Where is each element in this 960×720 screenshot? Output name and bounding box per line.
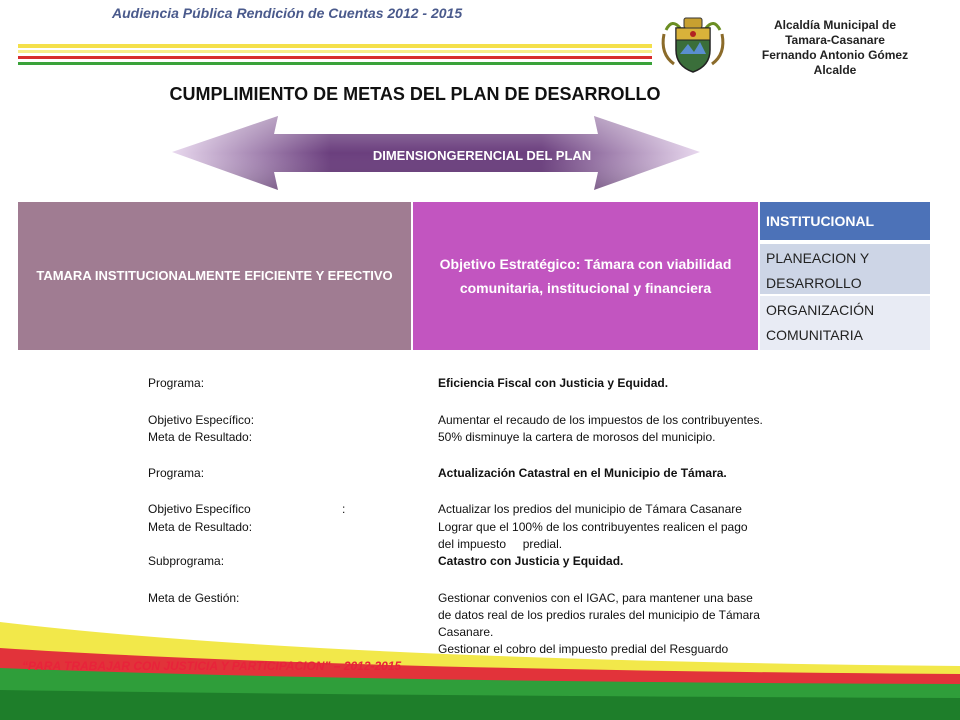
gestion-label: Meta de Gestión:	[148, 591, 240, 605]
meta-2-value-line-2: del impuesto predial.	[438, 537, 563, 551]
org-line-4: Alcalde	[813, 63, 857, 77]
objetivo-2-value: Actualizar los predios del municipio de Támara Casanare	[438, 502, 742, 516]
header-stripe-red	[18, 56, 652, 59]
sector-planeacion	[760, 242, 930, 294]
org-line-2: Tamara-Casanare	[785, 33, 885, 47]
dimension-cell	[18, 202, 411, 350]
sector-organizacion	[760, 296, 930, 350]
double-arrow-banner	[168, 108, 708, 198]
municipal-crest-icon	[658, 14, 728, 76]
sector-label-1: INSTITUCIONAL	[766, 212, 875, 229]
meta-1-value: 50% disminuye la cartera de morosos del municipio.	[438, 430, 716, 444]
footer-slogan: “PARA TRABAJAR CON JUSTICIA Y PARTICIPACION” – 2012-2015	[22, 659, 402, 673]
dimension-text: TAMARA INSTITUCIONALMENTE EFICIENTE Y EFECTIVO	[36, 268, 393, 283]
objetivo-2-colon: :	[342, 502, 346, 516]
header-stripe-yellow	[18, 44, 652, 48]
page-title: CUMPLIMIENTO DE METAS DEL PLAN DE DESARROLLO	[169, 84, 661, 104]
programa-2-value: Actualización Catastral en el Municipio de Támara.	[438, 466, 727, 480]
programa-1-value: Eficiencia Fiscal con Justicia y Equidad.	[438, 376, 669, 390]
meta-2-value-line-1: Lograr que el 100% de los contribuyentes realicen el pago	[438, 520, 748, 534]
objective-table	[18, 202, 930, 350]
org-line-3: Fernando Antonio Gómez	[761, 48, 909, 62]
subprograma-value: Catastro con Justicia y Equidad.	[438, 554, 624, 568]
sector-label-3: ORGANIZACIÓN COMUNITARIA	[766, 302, 875, 343]
banner-label: DIMENSIONGERENCIAL DEL PLAN	[372, 148, 592, 163]
header-stripe-lightyellow	[18, 50, 652, 53]
strategic-objective-text: Objetivo Estratégico: Támara con viabilidad comunitaria, institucional y financiera	[439, 256, 732, 296]
sector-label-2: PLANEACION Y DESARROLLO	[766, 250, 869, 291]
programa-1-label: Programa:	[148, 376, 205, 390]
gestion-line-3: Casanare.	[438, 625, 494, 639]
objetivo-2-label: Objetivo Específico	[148, 502, 251, 516]
municipality-block	[735, 18, 935, 78]
header-stripe-green	[18, 62, 652, 65]
subprograma-label: Subprograma:	[148, 554, 225, 568]
strategic-objective-cell	[411, 202, 760, 350]
gestion-line-4: Gestionar el cobro del impuesto predial del Resguardo	[438, 642, 729, 656]
sector-institucional	[760, 202, 930, 240]
objetivo-1-value: Aumentar el recaudo de los impuestos de los contribuyentes.	[438, 413, 763, 427]
meta-2-label: Meta de Resultado:	[148, 520, 253, 534]
programa-2-label: Programa:	[148, 466, 205, 480]
gestion-line-2: de datos real de los predios rurales del municipio de Támara	[438, 608, 760, 622]
gestion-line-1: Gestionar convenios con el IGAC, para mantener una base	[438, 591, 753, 605]
objetivo-1-label: Objetivo Específico:	[148, 413, 255, 427]
org-line-1: Alcaldía Municipal de	[773, 18, 897, 32]
event-title: Audiencia Pública Rendición de Cuentas 2012 - 2015	[112, 5, 463, 21]
meta-1-label: Meta de Resultado:	[148, 430, 253, 444]
